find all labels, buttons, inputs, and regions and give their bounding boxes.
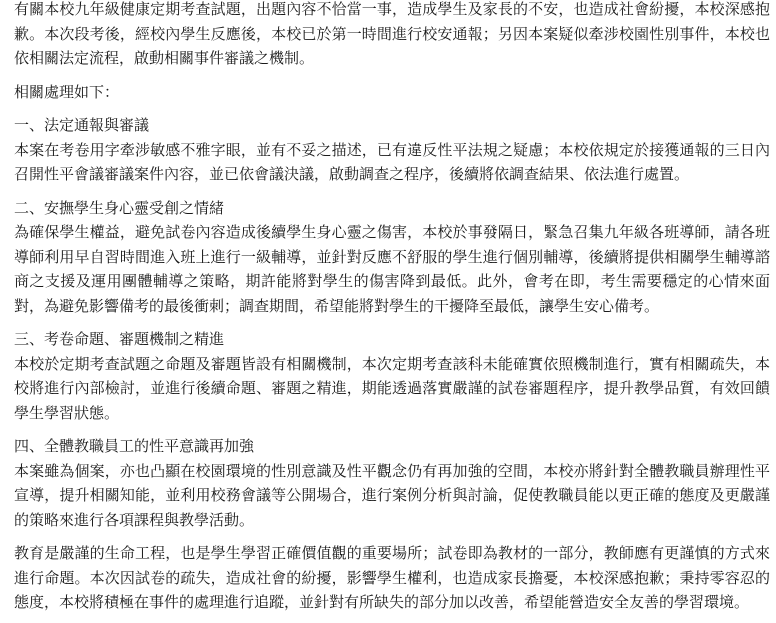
section-heading: 三、考卷命題、審題機制之精進: [14, 330, 225, 348]
section-heading: 二、安撫學生身心靈受創之情緒: [14, 198, 225, 217]
section-4: [14, 434, 770, 532]
closing-paragraph: 教育是嚴謹的生命工程，也是學生學習正確價值觀的重要場所；試卷即為教材的一部分，教師應有更謹慎的方式來進行命題。本次因試卷的疏失，造成社會的紛擾，影響學生權利，也造成家長擔憂，本校深感抱歉；秉持零容忍的態度，本校將積極在事件的處理進行追蹤，並針對有所缺失的部分加以改善，希望能營造安全友善的學習環境。: [14, 544, 770, 611]
section-1: [14, 113, 770, 187]
section-heading: 一、法定通報與審議: [14, 116, 150, 134]
section-body: 本校於定期考查試題之命題及審題皆設有相關機制，本次定期考查該科未能確實依照機制進行，實有相關疏失，本校將進行內部檢討，並進行後續命題、審題之精進，期能透過落實嚴謹的試卷審題程序，提升教學品質，有效回饋學生學習狀態。: [14, 354, 770, 422]
section-3: [14, 327, 770, 425]
section-2: [14, 196, 770, 319]
intro-paragraph: 有關本校九年級健康定期考查試題，出題內容不恰當一事，造成學生及家長的不安，也造成社會紛擾，本校深感抱歉。本次段考後，經校內學生反應後，本校已於第一時間進行校安通報；另因本案疑似牽涉校園性別事件，本校也依相關法定流程，啟動相關事件審議之機制。: [14, 0, 770, 67]
section-body: 為確保學生權益，避免試卷內容造成後續學生身心靈之傷害，本校於事發隔日，緊急召集九年級各班導師，請各班導師利用早自習時間進入班上進行一級輔導，並針對反應不舒服的學生進行個別輔導，後續將提供相關學生輔導諮商之支援及運用團體輔導之策略，期許能將對學生的傷害降到最低。此外，會考在即，考生需要穩定的心情來面對，為避免影響備考的最後衝刺；調查期間，希望能將對學生的干擾降至最低，讓學生安心備考。: [14, 223, 770, 315]
lead-line: 相關處理如下：: [14, 82, 120, 101]
section-heading: 四、全體教職員工的性平意識再加強: [14, 437, 255, 455]
section-body: 本案雖為個案，亦也凸顯在校園環境的性別意識及性平觀念仍有再加強的空間，本校亦將針對全體教職員辦理性平宣導，提升相關知能，並利用校務會議等公開場合，進行案例分析與討論，促使教職員能以更正確的態度及更嚴謹的策略來進行各項課程與教學活動。: [14, 461, 770, 529]
section-body: 本案在考卷用字牽涉敏感不雅字眼，並有不妥之描述，已有違反性平法規之疑慮；本校依規定於接獲通報的三日內召開性平會議審議案件內容，並已依會議決議，啟動調查之程序，後續將依調查結果、依法進行處置。: [14, 140, 770, 183]
